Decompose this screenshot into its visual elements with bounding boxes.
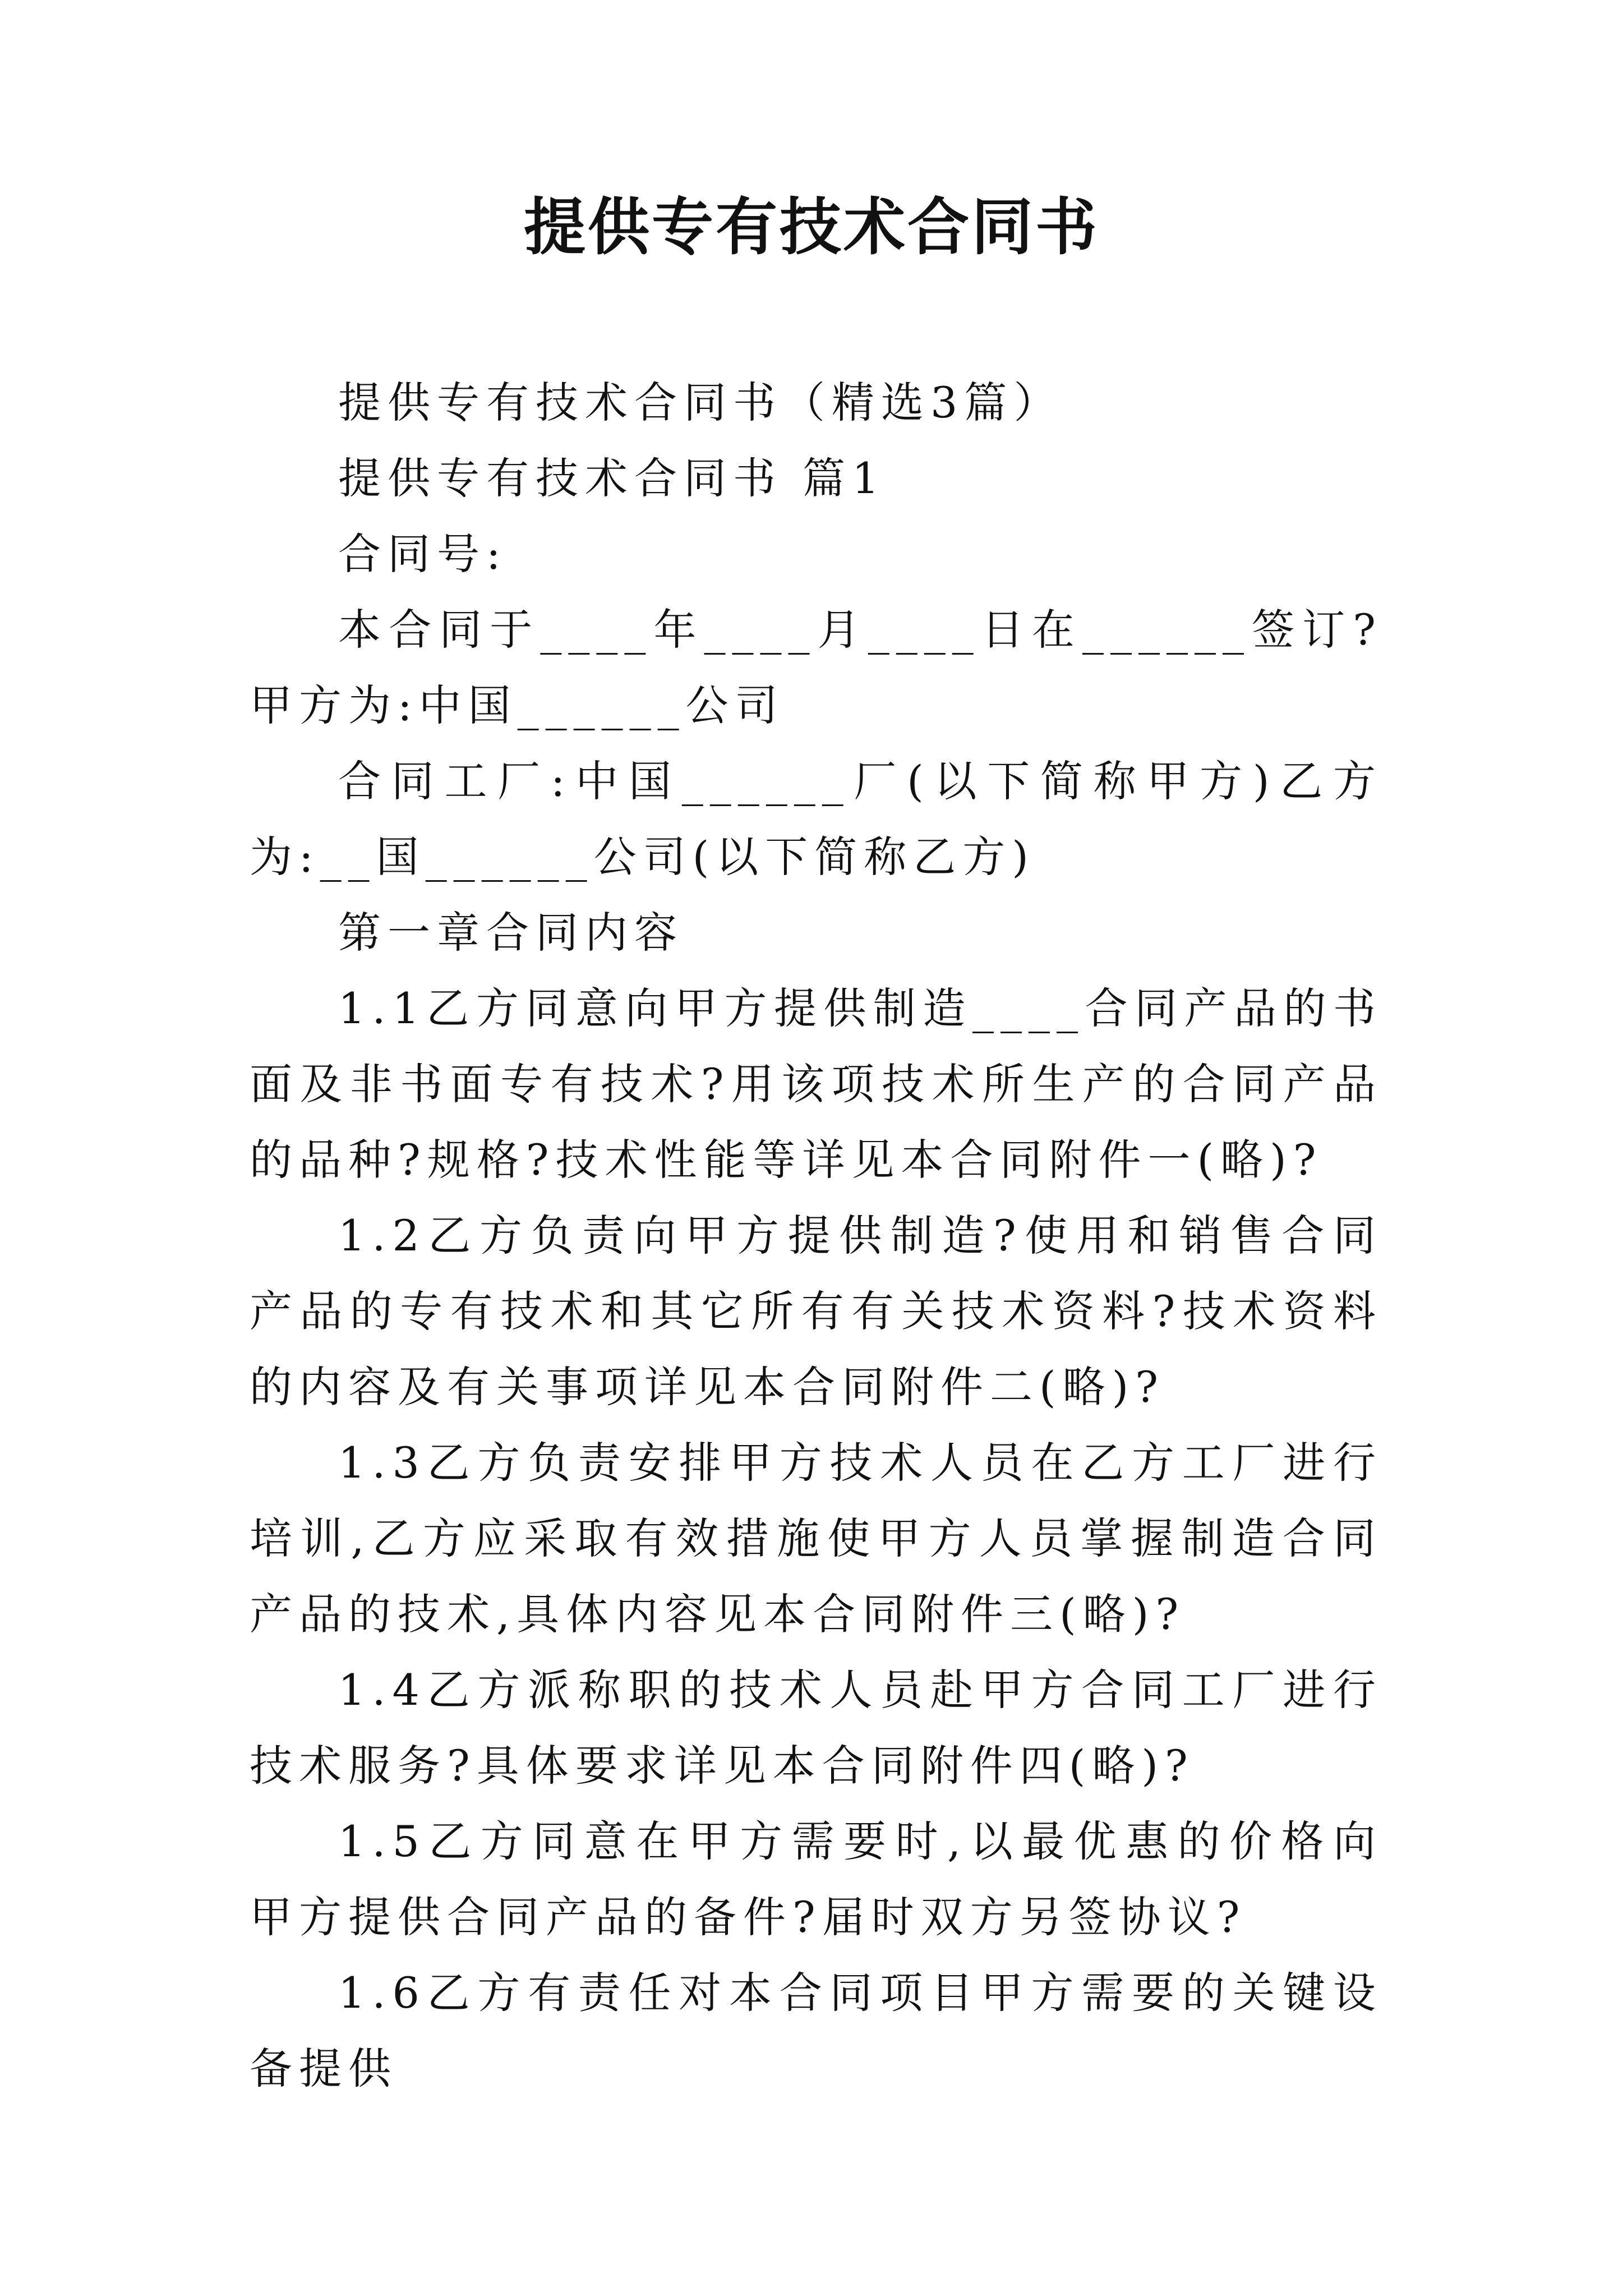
paragraph-signing-info: 本合同于____年____月____日在______签订?甲方为:中国______公司 <box>250 605 1382 730</box>
paragraph-clause-1-1: 1.1乙方同意向甲方提供制造____合同产品的书面及非书面专有技术?用该项技术所生产的合同产品的品种?规格?技术性能等详见本合同附件一(略)? <box>250 983 1382 1185</box>
paragraph-clause-1-3: 1.3乙方负责安排甲方技术人员在乙方工厂进行培训,乙方应采取有效措施使甲方人员掌握制造合同产品的技术,具体内容见本合同附件三(略)? <box>250 1438 1382 1639</box>
document-title: 提供专有技术合同书 <box>524 191 1099 263</box>
document-body <box>250 365 1382 2106</box>
paragraph-clause-1-6: 1.6乙方有责任对本合同项目甲方需要的关键设备提供 <box>250 1968 1382 2093</box>
paragraph-subtitle: 提供专有技术合同书（精选3篇） <box>338 378 1063 427</box>
paragraph-clause-1-5: 1.5乙方同意在甲方需要时,以最优惠的价格向甲方提供合同产品的备件?届时双方另签协议? <box>250 1816 1382 1942</box>
paragraph-parties: 合同工厂:中国______厂(以下简称甲方)乙方为:__国______公司(以下简称乙方) <box>250 756 1382 882</box>
paragraph-section-heading: 提供专有技术合同书 篇1 <box>338 453 886 503</box>
paragraph-chapter-heading: 第一章合同内容 <box>338 908 684 958</box>
paragraph-clause-1-4: 1.4乙方派称职的技术人员赴甲方合同工厂进行技术服务?具体要求详见本合同附件四(略)? <box>250 1665 1382 1791</box>
paragraph-contract-number: 合同号: <box>338 529 508 579</box>
paragraph-clause-1-2: 1.2乙方负责向甲方提供制造?使用和销售合同产品的专有技术和其它所有有关技术资料?技术资料的内容及有关事项详见本合同附件二(略)? <box>250 1211 1382 1412</box>
